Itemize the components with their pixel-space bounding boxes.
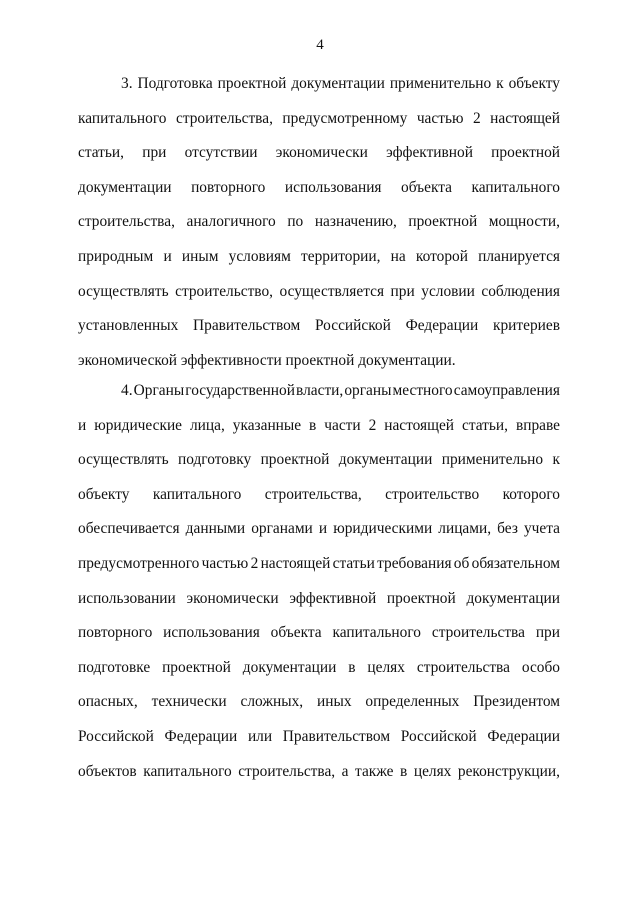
paragraph-line: опасных, технически сложных, иных определенных Президентом [78, 693, 560, 711]
paragraph-line: предусмотренного частью 2 настоящей статьи требования об обязательном [78, 554, 560, 572]
paragraph-line: обеспечивается данными органами и юридическими лицами, без учета [78, 520, 560, 538]
paragraph-line: повторного использования объекта капитального строительства при [78, 624, 560, 642]
paragraph-line: природным и иным условиям территории, на которой планируется [78, 247, 560, 265]
paragraph-line: 3. Подготовка проектной документации применительно к объекту [121, 75, 560, 92]
paragraph-line: осуществлять строительство, осуществляется при условии соблюдения [78, 282, 560, 300]
paragraph-line: статьи, при отсутствии экономически эффективной проектной [78, 144, 560, 162]
paragraph-line: осуществлять подготовку проектной документации применительно к [78, 451, 560, 469]
paragraph-line: 4. Органы государственной власти, органы местного самоуправления [121, 382, 560, 399]
paragraph-line: установленных Правительством Российской Федерации критериев [78, 317, 560, 335]
paragraph-line: Российской Федерации или Правительством Российской Федерации [78, 727, 560, 745]
paragraph-4 [78, 374, 560, 789]
paragraph-line: капитального строительства, предусмотренному частью 2 настоящей [78, 109, 560, 127]
page-number: 4 [316, 37, 324, 53]
paragraph-line: объекту капитального строительства, строительство которого [78, 485, 560, 503]
paragraph-line: использовании экономически эффективной проектной документации [78, 589, 560, 607]
paragraph-3 [78, 67, 560, 378]
paragraph-line: строительства, аналогичного по назначению, проектной мощности, [78, 213, 560, 231]
paragraph-line: подготовке проектной документации в целях строительства особо [78, 658, 560, 676]
paragraph-line: экономической эффективности проектной документации. [78, 351, 456, 369]
paragraph-line: объектов капитального строительства, а также в целях реконструкции, [78, 762, 560, 780]
paragraph-line: и юридические лица, указанные в части 2 настоящей статьи, вправе [78, 416, 560, 434]
paragraph-line: документации повторного использования объекта капитального [78, 178, 560, 196]
